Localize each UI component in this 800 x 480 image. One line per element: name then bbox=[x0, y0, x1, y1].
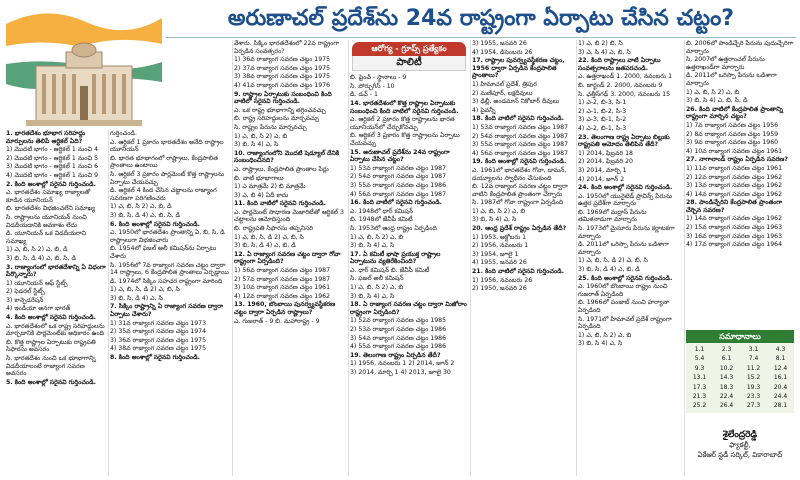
text-line: సి. 1973లో మైసూరు పేరును కర్ణాటకగా మార్చారు bbox=[578, 225, 675, 240]
text-line: 3) బి, సి 4) ఎ, బి, సి, డి bbox=[686, 97, 748, 105]
parliament-illustration bbox=[6, 4, 162, 126]
author-role: ఫ్యాకల్టీ, bbox=[729, 441, 751, 449]
text-line: డి. ఆర్టికల్ 4 కింద చేసిన చట్టాలను రాజ్యాంగ సవరణగా పరిగణించరు bbox=[110, 187, 217, 202]
author-name: శైలేంద్రరెడ్డి bbox=[722, 430, 758, 440]
answer-cell: 24.4 bbox=[773, 393, 788, 401]
text-line: 14. భారతదేశంలో కొత్త రాష్ట్రాల ఏర్పాటుకు సంబంధించి కింది వాటిలో సరైనవి గుర్తించండి. bbox=[350, 100, 459, 115]
text-line: 4) ఇండియా అనగా భారత్ bbox=[6, 305, 71, 313]
text-line: బి. వాటి భూభాగాలు bbox=[234, 174, 284, 182]
answer-cell: 21.3 bbox=[692, 393, 707, 401]
text-line: ఎ. 1950లో భారతదేశం ప్రాంతాన్ని ఏ, బి, సి, డి రాష్ట్రాలుగా విభజించారు bbox=[110, 229, 225, 244]
text-line: ఎ. 1948లో ధార్ కమిషన్ bbox=[350, 207, 414, 215]
text-line: 3) బి, సి, డి 4) ఎ, బి, సి, డి bbox=[6, 254, 77, 262]
text-line: బి. 1969లో మద్రాస్ పేరును తమిళనాడుగా మార్చారు bbox=[578, 208, 647, 224]
text-line: బి. రాష్ట్ర సరిహద్దులను మార్చవచ్చు bbox=[234, 115, 320, 123]
text-line: 4. కింది అంశాల్లో సరైనవి గుర్తించండి. bbox=[6, 314, 96, 322]
text-line: 2) 54వ రాజ్యాంగ సవరణ చట్టం 1987 bbox=[350, 173, 447, 181]
text-line: 3) బి, సి, డి 4) ఎ, బి, డి bbox=[234, 242, 296, 250]
answer-cell: 18.3 bbox=[719, 383, 734, 391]
text-line: 3) 16వ రాజ్యాంగ సవరణ చట్టం 1963 bbox=[686, 232, 783, 240]
text-line: బి. 1954లో ఫజల్ అలీ కమిషన్‌ను ఏర్పాటు చేశారు bbox=[110, 245, 217, 260]
text-line: 22. కింది రాష్ట్రాలు వాటి ఏర్పాటు సంవత్సరాలను జతపరచండి. bbox=[578, 57, 661, 72]
text-line: 5. కింది అంశాల్లో సరైనవి గుర్తించండి. bbox=[6, 378, 96, 386]
text-line: 9. రాష్ట్రాల ఏర్పాటుకు సంబంధించి కింది వాటిలో సరైనవి గుర్తించండి. bbox=[234, 90, 332, 106]
text-line: 2) 37వ రాజ్యాంగ సవరణ చట్టం 1975 bbox=[234, 64, 331, 72]
text-line: 3) 1955, జనవరి 26 bbox=[472, 40, 527, 47]
text-line: ఎ. 1961లో భారతదేశం గోవా, డామన్, డయ్యూలను స్వాధీనం చేసుకుంది bbox=[472, 166, 567, 182]
text-line: 1) ఎ, బి, సి 2) ఎ, బి bbox=[350, 233, 404, 241]
text-line: 1) 36వ రాజ్యాంగ సవరణ చట్టం 1975 bbox=[234, 56, 331, 64]
text-line: 1) ఎ, బి, సి 2) ఎ, బి bbox=[578, 331, 632, 339]
text-line: 3) 2014, మార్చి 1 bbox=[578, 166, 627, 174]
text-line: 1. భారతదేశం భూభాగ సరిహద్దు మార్పులను తెలిపే ఆర్టికల్ ఏది? bbox=[6, 130, 86, 145]
text-line: 1) ఎ, బి, సి, డి 2) ఎ, బి, సి bbox=[578, 257, 648, 265]
text-line: ఎ. ఆర్టికల్ 1 ప్రకారం భారతదేశం అనేది రాష్ట్రాల యూనియన్ bbox=[110, 138, 224, 154]
text-line: 1) 1956, నవంబరు 26 bbox=[472, 276, 533, 284]
text-line: 2) 1956, నవంబరు 1 bbox=[472, 242, 529, 250]
text-line: 7. సిక్కిం రాష్ట్రాన్ని ఏ రాజ్యాంగ సవరణ ద్వారా ఏర్పాటు చేశారు? bbox=[110, 303, 223, 319]
text-line: సి. 1953లో ఆంధ్ర రాష్ట్రం ఏర్పడింది bbox=[350, 224, 437, 232]
text-line: 27. నాగాలాండ్ రాష్ట్రం ఏర్పడిన సవరణ? bbox=[686, 156, 788, 164]
text-line: 1) 56వ రాజ్యాంగ సవరణ చట్టం 1987 bbox=[234, 267, 331, 275]
column-divider bbox=[348, 40, 349, 476]
answer-cell: 4.3 bbox=[775, 346, 786, 353]
text-line: 3) బి, సి 4) ఎ, సి bbox=[234, 141, 279, 149]
text-line: 3) 36వ రాజ్యాంగ సవరణ చట్టం 1975 bbox=[110, 336, 207, 344]
text-line: 2) 2014, ఫిబ్రవరి 20 bbox=[578, 158, 633, 166]
text-line: 21. కింది వాటిలో సరైనవి గుర్తించండి. bbox=[472, 268, 565, 276]
text-line: సి. భారతదేశం నుంచి ఒక భూభాగాన్ని విడదీయాలంటే రాజ్యాంగ సవరణ అవసరం bbox=[6, 355, 96, 378]
text-line: సి. రాష్ట్రాలను యూనియన్ నుంచి విడదీయడానికి అవకాశం లేదు bbox=[6, 213, 87, 229]
text-line: 4) 10వ రాజ్యాంగ సవరణ చట్టం 1961 bbox=[686, 147, 783, 155]
text-line: 3) మొదటి భాగం - ఆర్టికల్ 1 నుంచి 6 bbox=[6, 163, 99, 171]
text-line: 2) మణిపూర్, లక్షదీవులు bbox=[472, 89, 533, 97]
text-line: బి. 2006లో పాండిచ్చేరి పేరును పుదుచ్చేరిగా మార్చారు bbox=[686, 40, 794, 55]
text-line: ఎ. భారతదేశంలో ఒక రాష్ట్ర సరిహద్దులను మార్చడానికి పార్లమెంట్‌కు అధికారం ఉంది bbox=[6, 322, 105, 338]
answer-cell: 11.2 bbox=[746, 364, 761, 372]
text-line: సి. ఛత్తీస్‌గఢ్ 3. 2000, నవంబరు 15 bbox=[578, 90, 671, 98]
answer-cell: 8.1 bbox=[775, 355, 786, 363]
text-line: సి. 2007లో ఉత్తరాంచల్ పేరును ఉత్తరాఖండ్‌గా మార్చారు bbox=[686, 56, 765, 71]
text-line: బి. రాష్ట్రపతి సిఫారసు తప్పనిసరి bbox=[234, 225, 314, 233]
text-line: ఎ. గుజరాత్ - 9 బి. మహారాష్ట్ర - 9 bbox=[234, 317, 320, 325]
text-line: 2) 35వ రాజ్యాంగ సవరణ చట్టం 1974 bbox=[110, 328, 207, 336]
text-line: 1) ఎ, బి, సి 2) ఎ, బి bbox=[234, 132, 288, 140]
text-line: 25. కింది అంశాల్లో సరైనవి గుర్తించండి. bbox=[578, 274, 673, 282]
text-line: బి. ఫ్రెంచ్ - స్థానాలు - 9 bbox=[350, 74, 407, 81]
text-line: 3) 55వ రాజ్యాంగ సవరణ చట్టం 1986 bbox=[350, 181, 447, 189]
answer-cell: 1.1 bbox=[694, 346, 705, 353]
text-line: 2) 12వ రాజ్యాంగ సవరణ చట్టం 1962 bbox=[686, 173, 783, 181]
text-line: 1) 14వ రాజ్యాంగ సవరణ చట్టం 1962 bbox=[686, 215, 783, 223]
text-line: 1) యూనియన్ ఆఫ్ స్టేట్స్ bbox=[6, 279, 68, 287]
answer-cell: 6.1 bbox=[721, 355, 732, 363]
column-3 bbox=[234, 40, 346, 476]
text-line: సి. పోర్చుగీస్ - 10 bbox=[350, 82, 395, 90]
answers-title: సమాధానాలు bbox=[686, 330, 794, 343]
text-line: 2) 15వ రాజ్యాంగ సవరణ చట్టం 1963 bbox=[686, 224, 783, 232]
text-line: 3) 55వ రాజ్యాంగ సవరణ చట్టం 1987 bbox=[472, 141, 569, 149]
text-line: 1) ఎ, బి, సి, డి 2) ఎ, బి, సి bbox=[234, 233, 304, 241]
text-line: 18. ఏ రాజ్యాంగ సవరణ చట్టం ద్వారా మిజోరాం రాష్ట్రంగా ఏర్పడింది? bbox=[350, 301, 467, 316]
text-line: 1) హిమాచల్ ప్రదేశ్, త్రిపుర bbox=[472, 80, 537, 88]
text-line: 1) 31వ రాజ్యాంగ సవరణ చట్టం 1973 bbox=[110, 319, 207, 327]
text-line: 4) 2014, జూన్ 2 bbox=[578, 175, 625, 183]
text-line: సి. 1971లో హిమాచల్ ప్రదేశ్ రాష్ట్రంగా ఏర్పడింది bbox=[578, 315, 672, 331]
text-line: 3) బి, సి, డి 4) ఎ, బి, డి bbox=[578, 266, 640, 274]
text-line: 17. ఏ కమిటీ భాషా ప్రయుక్త రాష్ట్రాల ఏర్పాటును వ్యతిరేకించింది? bbox=[350, 250, 441, 266]
banner-subject: పాలిటీ bbox=[352, 56, 466, 71]
text-line: 3) బి, సి 4) ఎ, సి bbox=[472, 216, 517, 224]
text-line: 1) 7వ రాజ్యాంగ సవరణ చట్టం 1956 bbox=[686, 121, 779, 129]
answer-cell: 23.3 bbox=[746, 393, 761, 401]
text-line: డి. యూనియన్ ఒక విడదీయరాని సమాఖ్య bbox=[6, 230, 86, 245]
answer-cell: 5.4 bbox=[694, 355, 705, 363]
text-line: బి. 12వ రాజ్యాంగ సవరణ చట్టం ద్వారా వాటిని కేంద్రపాలిత ప్రాంతంగా చేర్చారు bbox=[472, 183, 568, 198]
text-line: బి. భారత భూభాగంలో రాష్ట్రాలు, కేంద్రపాలిత ప్రాంతాలు ఉంటాయి bbox=[110, 154, 218, 170]
text-line: 10. రాజ్యాంగంలోని మొదటి షెడ్యూల్ దేనికి సంబంధించినది? bbox=[234, 149, 340, 165]
text-line: 3) ఢిల్లీ, అండమాన్ నికోబార్ దీవులు bbox=[472, 98, 560, 106]
headline: అరుణాచల్ ప్రదేశ్‌ను 24వ రాష్ట్రంగా ఏర్పాటు చేసిన చట్టం? bbox=[227, 6, 735, 31]
column-4 bbox=[350, 100, 468, 476]
text-line: 2) 57వ రాజ్యాంగ సవరణ చట్టం 1987 bbox=[234, 275, 331, 283]
text-line: 2. కింది అంశాల్లో సరైనవి గుర్తించండి. bbox=[6, 180, 96, 188]
text-line: 3) ఎ, సి 4) ఎ, బి, సి bbox=[578, 48, 631, 56]
column-divider bbox=[470, 40, 471, 476]
text-line: బి. 1966లో పంజాబ్ నుంచి హర్యానా ఏర్పడింది bbox=[578, 299, 670, 314]
text-line: 3) కాన్ఫెడరేషన్ bbox=[6, 296, 44, 304]
text-line: బి. జార్ఖండ్ 2. 2000, నవంబరు 9 bbox=[578, 81, 663, 89]
text-line: వేశారు. సిక్కిం భారతదేశంలో 22వ రాష్ట్రంగా ఏర్పడిన సంవత్సరం? bbox=[234, 40, 340, 55]
answers-grid bbox=[686, 343, 794, 413]
text-line: సి. రాష్ట్రం పేరును మార్చవచ్చు bbox=[234, 123, 307, 131]
text-line: 1) 52వ రాజ్యాంగ సవరణ చట్టం 1985 bbox=[350, 317, 447, 325]
answer-cell: 22.4 bbox=[719, 393, 734, 401]
text-line: 3) బి, సి 4) ఎ, సి bbox=[578, 340, 623, 348]
text-line: 4) ఎ-2, బి-1, సి-3 bbox=[578, 124, 627, 132]
text-line: సి. 1956లో 7వ రాజ్యాంగ సవరణ చట్టం ద్వారా 14 రాష్ట్రాలు, 6 కేంద్రపాలిత ప్రాంతాలు ఏర్పడ్డాయి bbox=[110, 261, 229, 277]
text-line: డి. 2011లో ఒరిస్సా పేరును ఒడిశాగా మార్చారు bbox=[578, 241, 669, 256]
text-line: 4) 56వ రాజ్యాంగ సవరణ చట్టం 1987 bbox=[472, 149, 569, 157]
parliament-building-icon bbox=[6, 4, 162, 126]
text-line: బి. భారతదేశం విభజించలేని సమాఖ్య bbox=[6, 205, 96, 213]
text-line: 1) 2014, ఫిబ్రవరి 18 bbox=[578, 149, 633, 157]
text-line: 4) 1955, జనవరి 26 bbox=[472, 259, 527, 267]
text-line: బి. కొత్త రాష్ట్రాల ఏర్పాటుకు రాష్ట్రపతి సిఫారసు అవసరం bbox=[6, 338, 96, 354]
text-line: ఎ. రాష్ట్రాలు, కేంద్రపాలిత ప్రాంతాల పేర్లు bbox=[234, 165, 329, 173]
answer-cell: 20.4 bbox=[773, 383, 788, 391]
text-line: 2) 54వ రాజ్యాంగ సవరణ చట్టం 1987 bbox=[472, 132, 569, 140]
text-line: 1) 53వ రాజ్యాంగ సవరణ చట్టం 1987 bbox=[472, 123, 569, 131]
text-line: 1) ఎ, బి, సి 2) ఎ, బి bbox=[472, 207, 526, 215]
text-line: 18. కింది వాటిలో సరైనవి గుర్తించండి. bbox=[472, 115, 565, 123]
text-line: 13. 1960, బొంబాయి పునర్వ్యవస్థీకరణ చట్టం ద్వారా ఏర్పడిన రాష్ట్రాలు? bbox=[234, 301, 336, 316]
text-line: 19. కింది అంశాల్లో సరైనవి గుర్తించండి. bbox=[472, 158, 567, 166]
text-line: 1) ఎ, బి, సి 2) ఎ, బి bbox=[686, 88, 740, 96]
text-line: 3) బి, సి, డి 4) ఎ, బి, సి, డి bbox=[110, 211, 181, 219]
text-line: ఎ. ఉత్తరాఖండ్ 1. 2000, నవంబరు 1 bbox=[578, 73, 673, 81]
text-line: 3) 1954, జూలై 1 bbox=[472, 250, 519, 258]
text-line: డి. డచ్ - 1 bbox=[350, 91, 378, 99]
text-line: 2) మొదటి భాగం - ఆర్టికల్ 1 నుంచి 5 bbox=[6, 154, 99, 162]
text-line: 3. రాజ్యాంగంలో భారతదేశాన్ని ఏ విధంగా పేర్కొన్నారు? bbox=[6, 263, 106, 279]
answer-cell: 28.1 bbox=[773, 402, 788, 410]
answer-cell: 13.1 bbox=[692, 374, 707, 382]
answer-cell: 26.4 bbox=[719, 402, 734, 410]
text-line: 4) 41వ రాజ్యాంగ సవరణ చట్టం 1976 bbox=[234, 81, 331, 89]
column-divider bbox=[232, 40, 233, 476]
text-line: 4) 14వ రాజ్యాంగ సవరణ చట్టం 1962 bbox=[686, 190, 783, 198]
text-line: 2) ఎ-1, బి-2, సి-3 bbox=[578, 107, 627, 115]
text-line: 1) ఎ, బి, సి 2) ఎ, బి, డి bbox=[110, 203, 172, 211]
text-line: 2) 53వ రాజ్యాంగ సవరణ చట్టం 1986 bbox=[350, 326, 447, 334]
text-line: 11. కింది వాటిలో సరైనవి గుర్తించండి. bbox=[234, 200, 327, 208]
section-banner bbox=[352, 42, 466, 70]
text-line: 24. కింది అంశాల్లో సరైనవి గుర్తించండి. bbox=[578, 184, 673, 192]
answer-cell: 2.3 bbox=[721, 346, 732, 353]
text-line: 15. అరుణాచల్ ప్రదేశ్‌ను 24వ రాష్ట్రంగా ఏర్పాటు చేసిన చట్టం? bbox=[350, 148, 450, 164]
author-org: ఏకేఆర్ స్టడీ సర్కిల్, వికారాబాద్ bbox=[697, 451, 783, 459]
text-line: 2) 8వ రాజ్యాంగ సవరణ చట్టం 1959 bbox=[686, 130, 779, 138]
column-6 bbox=[578, 40, 682, 476]
text-line: 4) 55వ రాజ్యాంగ సవరణ చట్టం 1986 bbox=[350, 343, 447, 351]
text-line: 1) ఎ మాత్రమే 2) బి మాత్రమే bbox=[234, 183, 306, 191]
text-line: 3) 10వ రాజ్యాంగ సవరణ చట్టం 1961 bbox=[234, 284, 331, 292]
text-line: 3) 2014, మార్చి 1 4) 2013, జూలై 30 bbox=[350, 369, 451, 376]
text-line: సి. 1987లో గోవా రాష్ట్రంగా ఏర్పడింది bbox=[472, 199, 564, 207]
headline-divider bbox=[166, 37, 796, 38]
text-line: 1) 1953, అక్టోబరు 1 bbox=[472, 233, 527, 241]
text-line: 4) 12వ రాజ్యాంగ సవరణ చట్టం 1962 bbox=[234, 292, 331, 300]
text-line: సి. ఆర్టికల్ 3 ప్రకారం పార్లమెంట్ కొత్త రాష్ట్రాలను ఏర్పాటు చేయవచ్చు bbox=[110, 170, 225, 186]
text-line: 23. తెలంగాణ రాష్ట్ర ఏర్పాటు బిల్లుకు రాష్ట్రపతి ఆమోదం తెలిపిన తేదీ? bbox=[578, 133, 670, 149]
text-line: 4) 38వ రాజ్యాంగ సవరణ చట్టం 1975 bbox=[110, 345, 207, 353]
column-5 bbox=[472, 40, 574, 476]
column-divider bbox=[684, 40, 685, 476]
column-4-top bbox=[350, 74, 468, 100]
text-line: 2) 1950, జనవరి 26 bbox=[472, 285, 527, 293]
text-line: 4) 56వ రాజ్యాంగ సవరణ చట్టం 1987 bbox=[350, 190, 447, 198]
text-line: గుర్తించండి. bbox=[110, 130, 137, 137]
text-line: 3) ఎ-3, బి-1, సి-2 bbox=[578, 116, 627, 124]
text-line: 6. కింది అంశాల్లో సరైనవి గుర్తించండి. bbox=[110, 220, 200, 228]
text-line: 3) 54వ రాజ్యాంగ సవరణ చట్టం 1986 bbox=[350, 334, 447, 342]
answer-cell: 15.2 bbox=[746, 374, 761, 382]
text-line: 3) 38వ రాజ్యాంగ సవరణ చట్టం 1975 bbox=[234, 73, 331, 81]
answer-cell: 16.1 bbox=[773, 374, 788, 382]
text-line: 1) ఎ, బి, సి, డి 2) ఎ, బి, సి bbox=[110, 286, 180, 294]
text-line: సి. ఫజల్ అలీ కమిషన్ bbox=[350, 275, 404, 283]
column-divider bbox=[576, 40, 577, 476]
answer-cell: 17.3 bbox=[692, 383, 707, 391]
text-line: 3) బి, సి 4) ఎ, సి bbox=[350, 292, 395, 300]
text-line: 20. ఆంధ్ర ప్రదేశ్ రాష్ట్రం ఏర్పడిన తేదీ? bbox=[472, 225, 567, 233]
text-line: 3) బి, సి, డి 4) ఎ, సి bbox=[110, 294, 163, 302]
answer-cell: 3.1 bbox=[748, 346, 759, 353]
text-line: ఎ. ధార్ కమిషన్ బి. జేవీపీ కమిటీ bbox=[350, 266, 430, 274]
answer-cell: 10.2 bbox=[719, 364, 734, 372]
text-line: 1) ఎ, బి, సి 2) ఎ, బి, డి bbox=[6, 246, 68, 254]
text-line: 1) ఎ, బి 2) బి, సి bbox=[578, 40, 623, 47]
text-line: 12. ఏ రాజ్యాంగ సవరణ చట్టం ద్వారా గోవా రాష్ట్రంగా ఏర్పడింది? bbox=[234, 250, 341, 266]
column-7 bbox=[686, 40, 794, 328]
column-1 bbox=[6, 130, 106, 476]
text-line: 1) 53వ రాజ్యాంగ సవరణ చట్టం 1987 bbox=[350, 164, 447, 172]
text-line: 1) మొదటి భాగం - ఆర్టికల్ 1 నుంచి 4 bbox=[6, 146, 99, 154]
column-2 bbox=[110, 130, 230, 476]
answer-cell: 12.4 bbox=[773, 364, 788, 372]
text-line: 17. రాష్ట్రాల పునర్వ్యవస్థీకరణ చట్టం, 1956 ద్వారా ఏర్పడిన కేంద్రపాలిత ప్రాంతాలు? bbox=[472, 57, 565, 80]
text-line: 16. కింది వాటిలో సరైనవి గుర్తించండి. bbox=[350, 199, 443, 207]
answer-cell: 27.3 bbox=[746, 402, 761, 410]
text-line: 2) ఫెడరల్ స్టేట్స్ bbox=[6, 288, 45, 296]
answer-cell: 9.3 bbox=[694, 364, 705, 372]
text-line: ఎ. ఆర్టికల్ 2 ప్రకారం కొత్త రాష్ట్రాలను భారత యూనియన్‌లో చేర్చుకోవచ్చు bbox=[350, 116, 455, 131]
answer-cell: 7.4 bbox=[748, 355, 759, 363]
author-credit bbox=[686, 430, 794, 476]
text-line: 3) 9వ రాజ్యాంగ సవరణ చట్టం 1960 bbox=[686, 139, 779, 147]
text-line: ఎ. 1960లో బొంబాయి రాష్ట్రం నుంచి గుజరాత్ ఏర్పడింది bbox=[578, 283, 668, 298]
text-line: 19. తెలంగాణ రాష్ట్రం ఏర్పడిన తేదీ? bbox=[350, 351, 441, 359]
text-line: 4) పైవన్నీ bbox=[472, 106, 496, 114]
text-line: 4) 1954, డిసెంబరు 26 bbox=[472, 48, 533, 56]
text-line: డి. 2011లో ఒరిస్సా పేరును ఒడిశాగా మార్చారు bbox=[686, 72, 777, 87]
text-line: 8. కింది అంశాల్లో సరైనవి గుర్తించండి. bbox=[110, 354, 200, 362]
answer-cell: 14.3 bbox=[719, 374, 734, 382]
text-line: 1) ఎ, బి, సి 2) ఎ, బి bbox=[350, 284, 404, 292]
text-line: 1) 11వ రాజ్యాంగ సవరణ చట్టం 1961 bbox=[686, 164, 783, 172]
text-line: ఎ. ఒక రాష్ట్ర భూభాగాన్ని తగ్గించవచ్చు bbox=[234, 106, 326, 114]
column-divider bbox=[108, 130, 109, 476]
answers-box bbox=[686, 330, 794, 424]
banner-top: ఆరోగ్య - గ్రూప్స్ ప్రత్యేకం bbox=[352, 42, 466, 56]
text-line: 1) 1956, నవంబరు 1 2) 2014, జూన్ 2 bbox=[350, 360, 455, 368]
text-line: బి. ఆర్టికల్ 3 ప్రకారం కొత్త రాష్ట్రాలను ఏర్పాటు చేయవచ్చు bbox=[350, 132, 460, 147]
text-line: 3) ఎ, బి 4) ఏదీ కాదు bbox=[234, 191, 289, 199]
text-line: 4) 17వ రాజ్యాంగ సవరణ చట్టం 1964 bbox=[686, 241, 783, 249]
text-line: ఎ. భారతదేశం సమాఖ్య రాజ్యాలతో కూడిన యూనియన్ bbox=[6, 189, 91, 204]
text-line: ఎ. 1950లో యునైటెడ్ ప్రావిన్స్‌ పేరును ఉత్తర ప్రదేశ్‌గా మార్చారు bbox=[578, 192, 672, 208]
text-line: 28. పాండిచ్చేరిని కేంద్రపాలిత ప్రాంతంగా చేర్చిన సవరణ? bbox=[686, 199, 783, 214]
text-line: 26. కింది వాటిలో కేంద్రపాలిత ప్రాంతాన్ని రాష్ట్రంగా మార్చిన చట్టం? bbox=[686, 105, 783, 121]
answer-cell: 19.3 bbox=[746, 383, 761, 391]
text-line: 3) బి, సి 4) ఎ, సి bbox=[350, 242, 395, 250]
text-line: 1) ఎ-2, బి-3, సి-1 bbox=[578, 99, 627, 107]
text-line: డి. 1974లో సిక్కిం సహచర రాష్ట్రంగా మారింది bbox=[110, 277, 223, 285]
text-line: 4) మొదటి భాగం - ఆర్టికల్ 1 నుంచి 9 bbox=[6, 171, 99, 179]
answer-cell: 25.2 bbox=[692, 402, 707, 410]
text-line: బి. 1948లో జేవీపీ కమిటీ bbox=[350, 216, 413, 224]
text-line: 3) 13వ రాజ్యాంగ సవరణ చట్టం 1962 bbox=[686, 182, 783, 190]
text-line: ఎ. పార్లమెంట్ సాధారణ మెజారిటీతో ఆర్టికల్ 3 చట్టాలను ఆమోదిస్తుంది bbox=[234, 208, 344, 224]
